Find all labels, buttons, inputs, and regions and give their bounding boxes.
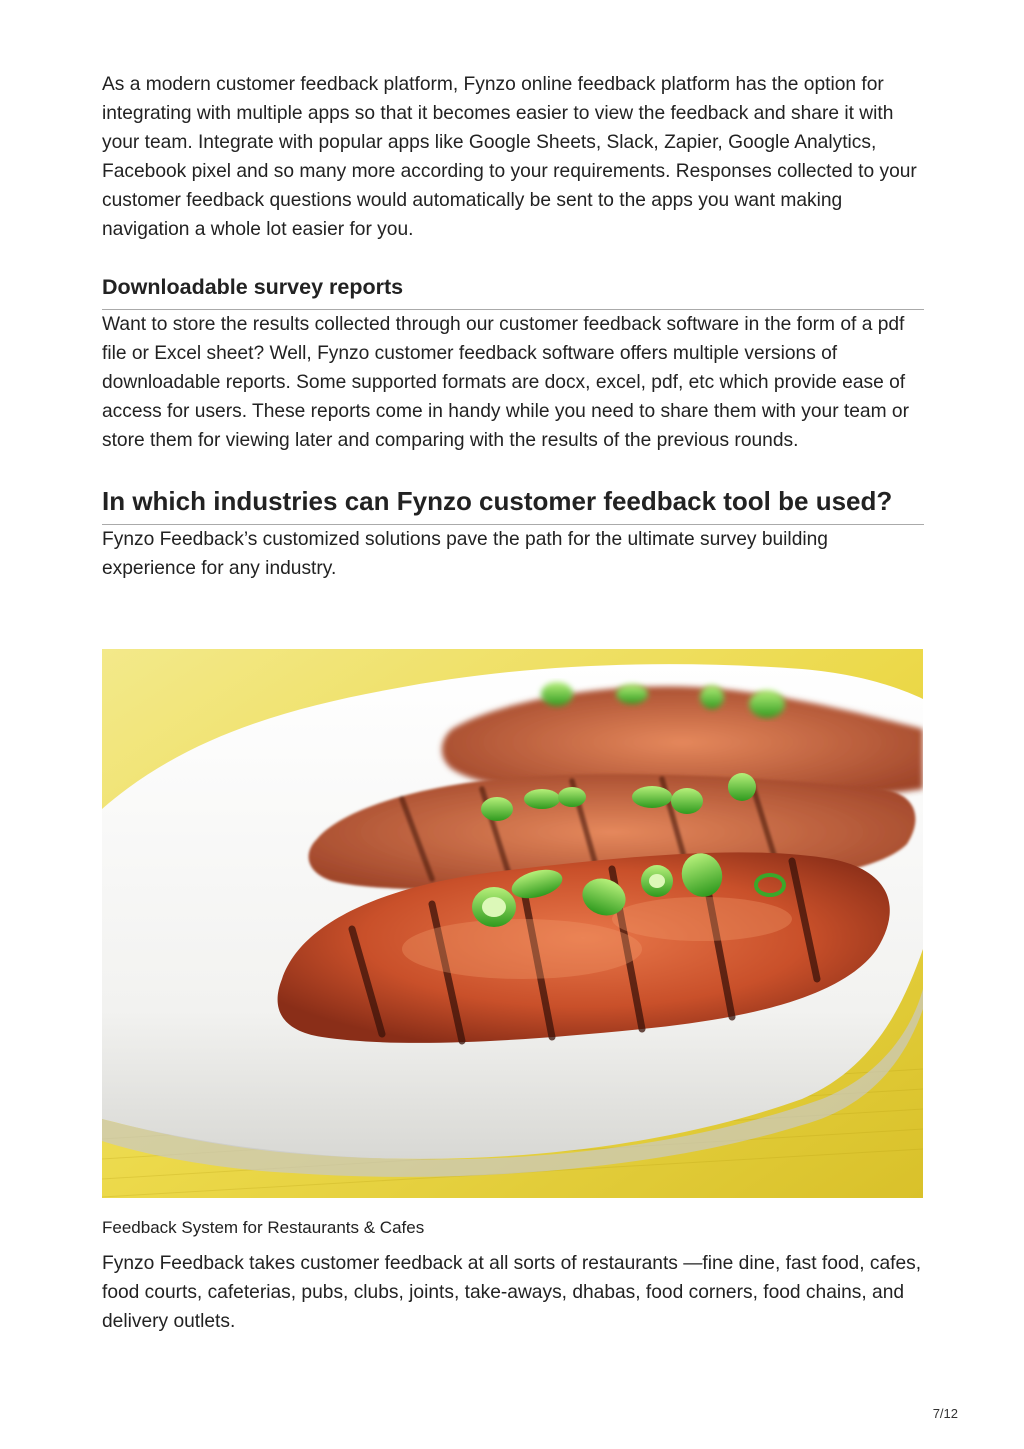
restaurants-section bbox=[102, 1249, 924, 1336]
intro-paragraph: As a modern customer feedback platform, Fynzo online feedback platform has the option for integrating with multiple apps so that it becomes easier to view the feedback and share it with your team. Integrate with popular apps like Google Sheets, Slack, Zapier, Google Analytics, Facebook pixel and so many more according to your requirements. Responses collected to your customer feedback questions would automatically be sent to the apps you want making navigation a whole lot easier for you. bbox=[102, 74, 917, 240]
page-number: 7/12 bbox=[932, 1406, 958, 1421]
figure-caption: Feedback System for Restaurants & Cafes bbox=[102, 1218, 425, 1237]
restaurants-paragraph: Fynzo Feedback takes customer feedback at all sorts of restaurants —fine dine, fast food, cafes, food courts, cafeterias, pubs, clubs, joints, take-aways, dhabas, food corners, food chains, and delivery outlets. bbox=[102, 1253, 922, 1332]
reports-heading: Downloadable survey reports bbox=[102, 274, 924, 310]
industries-paragraph: Fynzo Feedback’s customized solutions pave the path for the ultimate survey building experience for any industry. bbox=[102, 529, 828, 579]
grilled-chicken-photo bbox=[102, 649, 923, 1198]
reports-paragraph: Want to store the results collected through our customer feedback software in the form of a pdf file or Excel sheet? Well, Fynzo customer feedback software offers multiple versions of downloadable reports. Some supported formats are docx, excel, pdf, etc which provide ease of access for users. These reports come in handy while you need to share them with your team or store them for viewing later and comparing with the results of the previous rounds. bbox=[102, 314, 909, 451]
document-body bbox=[102, 70, 924, 583]
industries-heading: In which industries can Fynzo customer feedback tool be used? bbox=[102, 485, 924, 525]
